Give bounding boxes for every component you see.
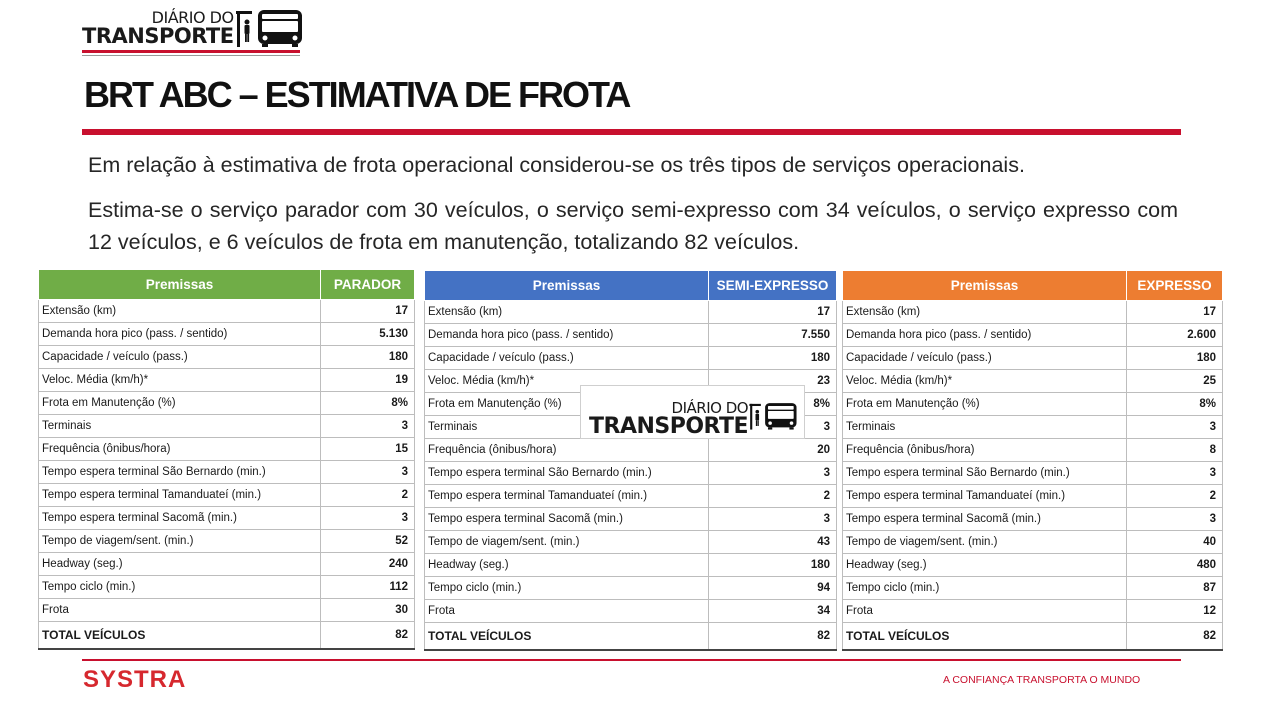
table-row <box>425 301 837 324</box>
logo-red-bar <box>82 50 300 53</box>
table-row <box>39 438 415 461</box>
row-label: Headway (seg.) <box>39 553 321 576</box>
row-label: Tempo espera terminal Tamanduateí (min.) <box>39 484 321 507</box>
row-value: 480 <box>1127 554 1223 577</box>
row-value: 3 <box>709 462 837 485</box>
row-value: 3 <box>321 461 415 484</box>
row-label: Capacidade / veículo (pass.) <box>425 347 709 370</box>
table-row <box>843 485 1223 508</box>
row-label: Terminais <box>39 415 321 438</box>
row-value: 52 <box>321 530 415 553</box>
row-label: Veloc. Média (km/h)* <box>39 369 321 392</box>
row-value: 17 <box>1127 301 1223 324</box>
row-label: Tempo espera terminal São Bernardo (min.) <box>39 461 321 484</box>
table-row <box>39 392 415 415</box>
row-value: 3 <box>321 507 415 530</box>
row-label: Extensão (km) <box>39 300 321 323</box>
row-value: 12 <box>1127 600 1223 623</box>
row-label: Veloc. Média (km/h)* <box>843 370 1127 393</box>
row-label: Demanda hora pico (pass. / sentido) <box>425 324 709 347</box>
column-header-service: EXPRESSO <box>1127 271 1223 301</box>
table-row <box>843 347 1223 370</box>
table-row <box>39 461 415 484</box>
table-row <box>843 600 1223 623</box>
title-red-divider <box>82 129 1181 135</box>
row-label: Frequência (ônibus/hora) <box>425 439 709 462</box>
row-value: 17 <box>321 300 415 323</box>
row-value: 82 <box>1127 623 1223 651</box>
row-value: 3 <box>1127 416 1223 439</box>
row-value: 23 <box>709 370 837 393</box>
row-label: Tempo de viagem/sent. (min.) <box>39 530 321 553</box>
row-value: 17 <box>709 301 837 324</box>
total-row <box>425 623 837 651</box>
table-row <box>425 531 837 554</box>
row-label: Frequência (ônibus/hora) <box>843 439 1127 462</box>
logo-grey-line <box>82 55 300 56</box>
table-row <box>843 324 1223 347</box>
page-title: BRT ABC – ESTIMATIVA DE FROTA <box>84 74 630 115</box>
row-label: Frota em Manutenção (%) <box>39 392 321 415</box>
table-row <box>843 439 1223 462</box>
footer-divider <box>82 659 1181 661</box>
table-row <box>843 301 1223 324</box>
table-row <box>425 577 837 600</box>
row-label: Tempo de viagem/sent. (min.) <box>843 531 1127 554</box>
row-value: 94 <box>709 577 837 600</box>
row-label: Headway (seg.) <box>425 554 709 577</box>
row-label: Frota <box>425 600 709 623</box>
row-label: Frota <box>39 599 321 622</box>
bus-stop-person-icon <box>748 394 798 438</box>
table-row <box>843 416 1223 439</box>
column-header-premissas: Premissas <box>39 270 321 300</box>
row-label: Tempo ciclo (min.) <box>39 576 321 599</box>
total-row <box>843 623 1223 651</box>
row-label: Tempo de viagem/sent. (min.) <box>425 531 709 554</box>
row-label: Capacidade / veículo (pass.) <box>843 347 1127 370</box>
logo-line1: DIÁRIO DO <box>671 399 749 417</box>
row-label: TOTAL VEÍCULOS <box>843 623 1127 651</box>
expresso-table <box>842 270 1223 651</box>
semi-expresso-table <box>424 270 837 651</box>
row-label: Capacidade / veículo (pass.) <box>39 346 321 369</box>
column-header-service: PARADOR <box>321 270 415 300</box>
column-header-service: SEMI-EXPRESSO <box>709 271 837 301</box>
table-row <box>39 415 415 438</box>
row-value: 3 <box>321 415 415 438</box>
row-value: 40 <box>1127 531 1223 554</box>
table-row <box>843 393 1223 416</box>
row-value: 180 <box>709 347 837 370</box>
table-row <box>425 485 837 508</box>
table-row <box>843 554 1223 577</box>
diario-do-transporte-logo <box>82 9 304 47</box>
row-value: 20 <box>709 439 837 462</box>
row-value: 25 <box>1127 370 1223 393</box>
row-value: 8% <box>709 393 837 416</box>
row-value: 3 <box>1127 508 1223 531</box>
row-value: 8 <box>1127 439 1223 462</box>
row-label: Frota em Manutenção (%) <box>843 393 1127 416</box>
row-label: Frequência (ônibus/hora) <box>39 438 321 461</box>
row-label: Demanda hora pico (pass. / sentido) <box>39 323 321 346</box>
table-row <box>39 484 415 507</box>
table-row <box>39 507 415 530</box>
row-label: Extensão (km) <box>843 301 1127 324</box>
table-row <box>843 531 1223 554</box>
row-label: Demanda hora pico (pass. / sentido) <box>843 324 1127 347</box>
table-row <box>425 347 837 370</box>
row-value: 2 <box>709 485 837 508</box>
table-row <box>425 600 837 623</box>
table-row <box>425 324 837 347</box>
row-value: 180 <box>709 554 837 577</box>
row-label: TOTAL VEÍCULOS <box>425 623 709 651</box>
parador-table <box>38 269 415 650</box>
row-value: 15 <box>321 438 415 461</box>
table-row <box>843 370 1223 393</box>
intro-paragraph: Em relação à estimativa de frota operacional considerou-se os três tipos de serviços operacionais. <box>88 153 1025 177</box>
row-label: Headway (seg.) <box>843 554 1127 577</box>
table-row <box>425 508 837 531</box>
table-row <box>39 599 415 622</box>
table-row <box>843 462 1223 485</box>
table-row <box>843 508 1223 531</box>
table-row <box>39 300 415 323</box>
row-label: Tempo ciclo (min.) <box>425 577 709 600</box>
row-label: Tempo ciclo (min.) <box>843 577 1127 600</box>
row-value: 3 <box>709 508 837 531</box>
column-header-premissas: Premissas <box>843 271 1127 301</box>
row-label: Tempo espera terminal Sacomã (min.) <box>39 507 321 530</box>
row-value: 19 <box>321 369 415 392</box>
row-label: Terminais <box>843 416 1127 439</box>
row-value: 82 <box>321 622 415 650</box>
row-label: Tempo espera terminal Tamanduateí (min.) <box>425 485 709 508</box>
row-label: Frota <box>843 600 1127 623</box>
logo-line1: DIÁRIO DO <box>151 8 234 27</box>
row-label: TOTAL VEÍCULOS <box>39 622 321 650</box>
total-row <box>39 622 415 650</box>
watermark-logo <box>580 385 805 439</box>
row-value: 87 <box>1127 577 1223 600</box>
row-label: Extensão (km) <box>425 301 709 324</box>
row-label: Frota em Manutenção (%) <box>425 393 709 416</box>
row-label: Tempo espera terminal Sacomã (min.) <box>425 508 709 531</box>
row-label: Tempo espera terminal São Bernardo (min.) <box>843 462 1127 485</box>
row-label: Veloc. Média (km/h)* <box>425 370 709 393</box>
row-value: 8% <box>321 392 415 415</box>
footer-tagline: A CONFIANÇA TRANSPORTA O MUNDO <box>943 674 1141 686</box>
table-row <box>425 462 837 485</box>
summary-paragraph: Estima-se o serviço parador com 30 veículos, o serviço semi-expresso com 34 veículos, o serviço expresso com 12 veículos, e 6 veículos de frota em manutenção, totalizando 82 veículos. <box>88 198 1178 254</box>
row-value: 180 <box>321 346 415 369</box>
row-value: 112 <box>321 576 415 599</box>
row-value: 2 <box>321 484 415 507</box>
table-row <box>39 530 415 553</box>
row-label: Tempo espera terminal São Bernardo (min.) <box>425 462 709 485</box>
logo-line2: TRANSPORTE <box>82 24 234 48</box>
table-row <box>425 439 837 462</box>
table-row <box>39 346 415 369</box>
bus-stop-person-icon <box>234 9 304 47</box>
systra-logo: SYSTRA <box>83 666 187 693</box>
row-value: 30 <box>321 599 415 622</box>
row-value: 34 <box>709 600 837 623</box>
row-label: Terminais <box>425 416 709 439</box>
row-value: 3 <box>1127 462 1223 485</box>
row-value: 240 <box>321 553 415 576</box>
row-value: 8% <box>1127 393 1223 416</box>
table-row <box>39 369 415 392</box>
logo-line2: TRANSPORTE <box>589 414 749 439</box>
row-value: 82 <box>709 623 837 651</box>
row-label: Tempo espera terminal Tamanduateí (min.) <box>843 485 1127 508</box>
table-row <box>39 576 415 599</box>
column-header-premissas: Premissas <box>425 271 709 301</box>
row-label: Tempo espera terminal Sacomã (min.) <box>843 508 1127 531</box>
table-row <box>843 577 1223 600</box>
table-row <box>39 553 415 576</box>
row-value: 7.550 <box>709 324 837 347</box>
row-value: 3 <box>709 416 837 439</box>
table-row <box>39 323 415 346</box>
table-row <box>425 554 837 577</box>
row-value: 2.600 <box>1127 324 1223 347</box>
row-value: 43 <box>709 531 837 554</box>
row-value: 180 <box>1127 347 1223 370</box>
row-value: 5.130 <box>321 323 415 346</box>
row-value: 2 <box>1127 485 1223 508</box>
